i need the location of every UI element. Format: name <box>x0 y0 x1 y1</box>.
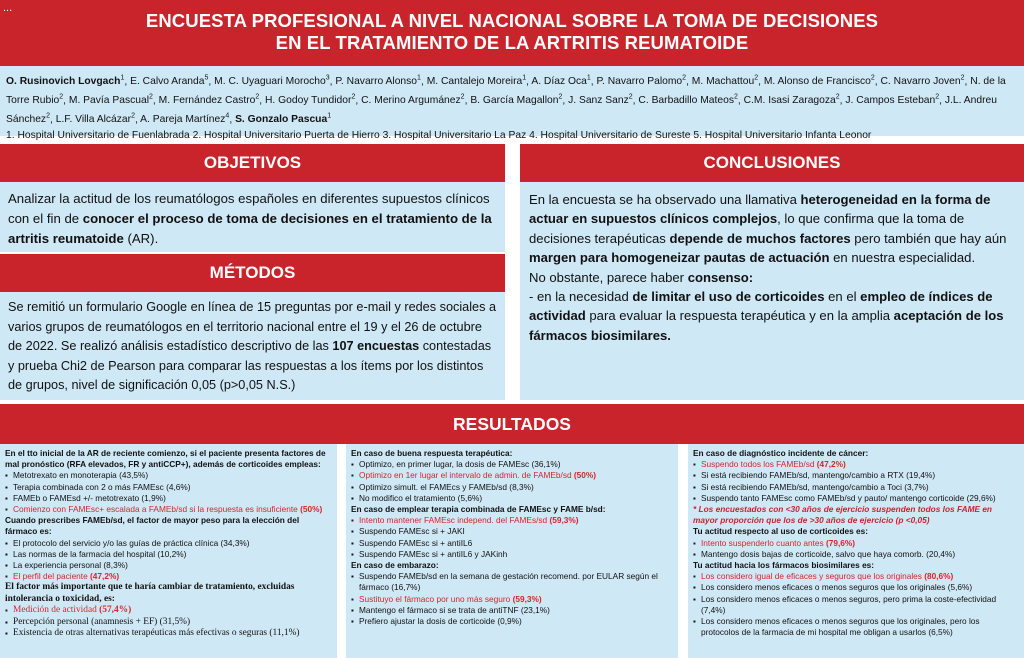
poster-title <box>0 0 1024 54</box>
answer-item: ▪ No modifico el tratamiento (5,6%) <box>351 493 673 504</box>
con-text: , lo que confirma que la toma de decisiones terapéuticas <box>529 211 965 246</box>
objetivos-emphasis: conocer el proceso de toma de decisiones en el tratamiento de la artritis reumatoide <box>8 211 492 246</box>
title-banner <box>0 0 1024 66</box>
objetivos-text-end: (AR). <box>123 231 159 246</box>
question-heading: En caso de diagnóstico incidente de cáncer: <box>693 448 869 458</box>
metodos-body <box>0 292 505 400</box>
answer-item: ▪ Comienzo con FAMEsc+ escalada a FAMEb/sd si la respuesta es insuficiente (50%) <box>5 504 332 515</box>
menu-dots: ... <box>3 2 13 14</box>
metodos-text-end: contestadas y prueba Chi2 de Pearson para comparar las respuestas a los ítems por los distintos de grupos, nivel de significación 0,05 (p>0,05 N.S.) <box>8 339 492 393</box>
question-heading: Tu actitud respecto al uso de corticoides es: <box>693 526 869 537</box>
author-name: M. Fernández Castro$^2$ <box>158 94 260 107</box>
con-emph: consenso: <box>687 269 754 285</box>
conclusiones-para-2 <box>529 268 1015 287</box>
con-emph: empleo de índices de actividad <box>529 289 993 324</box>
answer-list <box>693 571 1019 638</box>
author-name: S. Gonzalo Pascua$^1$ <box>235 113 332 126</box>
question-heading: En caso de emplear terapia combinada de FAMEsc y FAME b/sd: <box>351 504 606 515</box>
author-name: J.L. Andreu Sánchez$^2$ <box>6 95 997 126</box>
resultados-column-2 <box>346 444 678 658</box>
answer-item: ▪ Prefiero ajustar la dosis de corticoide (0,9%) <box>351 616 673 627</box>
answer-item: ▪ Optimizo en 1er lugar el intervalo de admin. de FAMEb/sd (50%) <box>351 470 673 481</box>
con-emph: depende de muchos factores <box>669 230 851 246</box>
con-text: para evaluar la respuesta terapéutica y en la amplia <box>585 308 894 324</box>
question-heading: En caso de buena respuesta terapéutica: <box>351 448 513 458</box>
author-name: P. Navarro Palomo$^2$ <box>596 75 687 88</box>
con-emph: margen para homogeneizar pautas de actuación <box>529 250 830 266</box>
con-emph: aceptación de los fármacos biosimilares. <box>529 308 1004 343</box>
con-text: en el <box>824 289 861 305</box>
author-list: O. Rusinovich Lovgach$^1$, E. Calvo Aranda$^5$, M. C. Uyaguari Morocho$^3$, P. Navarro Alonso$^1$, M. Cantalejo Moreira$^1$, A. Díaz Oca$^1$, P. Navarro Palomo$^2$, M. Machattou$^2$, M. Alonso de Francisco$^2$, C. Navarro Joven$^2$, N. de la Torre Rubio$^2$, M. Pavía Pascual$^2$, M. Fernández Castro$^2$, H. Godoy Tundidor$^2$, C. Merino Argumánez$^2$, B. García Magallon$^2$, J. Sanz Sanz$^2$, C. Barbadillo Mateos$^2$, C.M. Isasi Zaragoza$^2$, J. Campos Esteban$^2$, J.L. Andreu Sánchez$^2$, L.F. Villa Alcázar$^2$, A. Pareja Martínez$^4$, S. Gonzalo Pascua$^1$ <box>6 75 1006 126</box>
answer-list <box>5 538 332 583</box>
con-emph: heterogeneidad en la forma de actuar en supuestos clínicos complejos <box>529 192 991 227</box>
author-name: M. Cantalejo Moreira$^1$ <box>426 75 527 88</box>
author-name: O. Rusinovich Lovgach$^1$ <box>6 75 125 88</box>
author-name: H. Godoy Tundidor$^2$ <box>265 94 356 107</box>
author-name: C. Navarro Joven$^2$ <box>880 75 965 88</box>
objetivos-body <box>0 182 505 252</box>
objetivos-text: Analizar la actitud de los reumatólogos españoles en diferentes supuestos clínicos con el fin de <box>8 191 490 226</box>
conclusiones-para-3 <box>529 287 1015 345</box>
answer-item: ▪ Optimizo, en primer lugar, la dosis de FAMEsc (36,1%) <box>351 459 673 470</box>
answer-item: ▪ Existencia de otras alternativas terapéuticas más efectivas o seguras (11,1%) <box>5 628 332 639</box>
answer-list <box>351 459 673 504</box>
con-text: En la encuesta se ha observado una llamativa <box>529 192 801 207</box>
question-heading: Tu actitud hacia los fármacos biosimilares es: <box>693 560 875 571</box>
answer-item: ▪ Los considero menos eficaces o menos seguros que los originales, pero los protocolos de la farmacia de mi hospital me obligan a usarlos (6,5%) <box>693 616 1019 638</box>
objetivos-header: OBJETIVOS <box>0 144 505 182</box>
author-name: M. Alonso de Francisco$^2$ <box>763 75 875 88</box>
answer-list <box>351 515 673 560</box>
author-name: C.M. Isasi Zaragoza$^2$ <box>743 94 840 107</box>
answer-item: ▪ Suspendo FAMEsc si + antiIL6 <box>351 538 673 549</box>
con-text: pero también que hay aún <box>850 230 1007 246</box>
answer-item: ▪ Suspendo tanto FAMEsc como FAMEb/sd y pauto/ mantengo corticoide (29,6%) <box>693 493 1019 504</box>
author-name: A. Pareja Martínez$^4$ <box>140 113 230 126</box>
answer-item: ▪ Las normas de la farmacia del hospital (10,2%) <box>5 549 332 560</box>
resultados-column-1 <box>0 444 337 658</box>
affiliations: 1. Hospital Universitario de Fuenlabrada 2. Hospital Universitario Puerta de Hierro 3. Hospital Universitario La Paz 4. Hospital Universitario de Sureste 5. Hospital Universitario Infanta Leonor <box>6 130 872 142</box>
answer-item: ▪ Suspendo todos los FAMEb/sd (47,2%) <box>693 459 1019 470</box>
answer-item: ▪ Intento suspenderlo cuanto antes (79,6%) <box>693 538 1019 549</box>
con-text: en nuestra especialidad. <box>829 250 976 266</box>
resultados-header: RESULTADOS <box>0 404 1024 444</box>
author-name: J. Sanz Sanz$^2$ <box>568 94 633 107</box>
author-name: M. C. Uyaguari Morocho$^3$ <box>214 75 330 88</box>
title-line-1: ENCUESTA PROFESIONAL A NIVEL NACIONAL SOBRE LA TOMA DE DECISIONES <box>145 10 879 31</box>
answer-item: ▪ Mantengo el fármaco si se trata de antiTNF (23,1%) <box>351 605 673 616</box>
author-name: C. Merino Argumánez$^2$ <box>361 94 465 107</box>
metodos-header: MÉTODOS <box>0 254 505 292</box>
author-name: P. Navarro Alonso$^1$ <box>335 75 421 88</box>
author-name: M. Pavía Pascual$^2$ <box>68 94 153 107</box>
author-name: N. de la Torre Rubio$^2$ <box>6 76 1006 107</box>
title-line-2: EN EL TRATAMIENTO DE LA ARTRITIS REUMATOIDE <box>275 32 749 53</box>
answer-item: ▪ El protocolo del servicio y/o las guías de práctica clínica (34,3%) <box>5 538 332 549</box>
conclusiones-body <box>520 182 1024 400</box>
con-text: - en la necesidad <box>529 289 633 305</box>
question-heading: El factor más importante que te haría cambiar de tratamiento, excluidas intolerancia o toxicidad, es: <box>5 582 295 604</box>
answer-list <box>693 538 1019 560</box>
answer-item: ▪ Suspendo FAMEsc si + antiIL6 y JAKinh <box>351 549 673 560</box>
resultados-column-3 <box>688 444 1024 658</box>
answer-item: ▪ Los considero menos eficaces o menos seguros, pero prima la coste-efectividad (7,4%) <box>693 594 1019 616</box>
question-heading: Cuando prescribes FAMEb/sd, el factor de mayor peso para la elección del fármaco es: <box>5 515 300 537</box>
answer-item: ▪ Los considero menos eficaces o menos seguros que los originales (5,6%) <box>693 582 1019 593</box>
answer-item: ▪ Suspendo FAMEsc si + JAKI <box>351 526 673 537</box>
answer-item: ▪ Terapia combinada con 2 o más FAMEsc (4,6%) <box>5 482 332 493</box>
answer-item: ▪ Medición de actividad (57,4%) <box>5 605 332 616</box>
conclusiones-para-1 <box>529 190 1015 268</box>
author-name: M. Machattou$^2$ <box>691 75 759 88</box>
conclusiones-header: CONCLUSIONES <box>520 144 1024 182</box>
con-text: No obstante, parece haber <box>529 269 688 285</box>
metodos-text: Se remitió un formulario Google en línea de 15 preguntas por e-mail y redes sociales a varios grupos de reumatólogos en el territorio nacional entre el 19 y el 26 de octubre de 2022. Se realizó análisis estadístico descriptivo de las <box>8 300 497 354</box>
answer-item: ▪ Percepción personal (anamnesis + EF) (31,5%) <box>5 617 332 628</box>
answer-list <box>5 470 332 515</box>
metodos-emphasis: 107 encuestas <box>332 339 420 354</box>
answer-item: ▪ Si está recibiendo FAMEb/sd, mantengo/cambio a RTX (19,4%) <box>693 470 1019 481</box>
answer-item: ▪ Si está recibiendo FAMEb/sd, mantengo/cambio a Toci (3,7%) <box>693 482 1019 493</box>
question-heading: En el tto inicial de la AR de reciente comienzo, si el paciente presenta factores de mal pronóstico (RFA elevados, FR y antiCCP+), además de corticoides empleas: <box>5 448 326 470</box>
answer-item: ▪ Suspendo FAMEb/sd en la semana de gestación recomend. por EULAR según el fármaco (16,7%) <box>351 571 673 593</box>
answer-item: ▪ FAMEb o FAMEsd +/- metotrexato (1,9%) <box>5 493 332 504</box>
con-emph: de limitar el uso de corticoides <box>632 289 825 305</box>
answer-item: ▪ Mantengo dosis bajas de corticoide, salvo que haya comorb. (20,4%) <box>693 549 1019 560</box>
footnote: * Los encuestados con <30 años de ejercicio suspenden todos los FAME en mayor proporción que los de >30 años de ejercicio (p <0,05) <box>693 504 992 526</box>
answer-item: ▪ Los considero igual de eficaces y seguros que los originales (80,6%) <box>693 571 1019 582</box>
answer-item: ▪ La experiencia personal (8,3%) <box>5 560 332 571</box>
author-name: J. Campos Esteban$^2$ <box>845 94 940 107</box>
answer-item: ▪ Metotrexato en monoterapia (43,5%) <box>5 470 332 481</box>
author-name: L.F. Villa Alcázar$^2$ <box>55 113 135 126</box>
answer-list <box>693 459 1019 504</box>
author-name: B. García Magallon$^2$ <box>470 94 563 107</box>
answer-list <box>351 571 673 627</box>
answer-item: ▪ Intento mantener FAMEsc independ. del FAMEs/sd (59,3%) <box>351 515 673 526</box>
answer-item: ▪ El perfil del paciente (47,2%) <box>5 571 332 582</box>
author-name: C. Barbadillo Mateos$^2$ <box>638 94 738 107</box>
answer-list <box>5 605 332 639</box>
answer-item: ▪ Optimizo simult. el FAMEcs y FAMEb/sd (8,3%) <box>351 482 673 493</box>
answer-item: ▪ Sustituyo el fármaco por uno más seguro (59,3%) <box>351 594 673 605</box>
question-heading: En caso de embarazo: <box>351 560 439 571</box>
author-name: E. Calvo Aranda$^5$ <box>130 75 209 88</box>
authors-block <box>0 66 1024 142</box>
author-name: A. Díaz Oca$^1$ <box>531 75 591 88</box>
